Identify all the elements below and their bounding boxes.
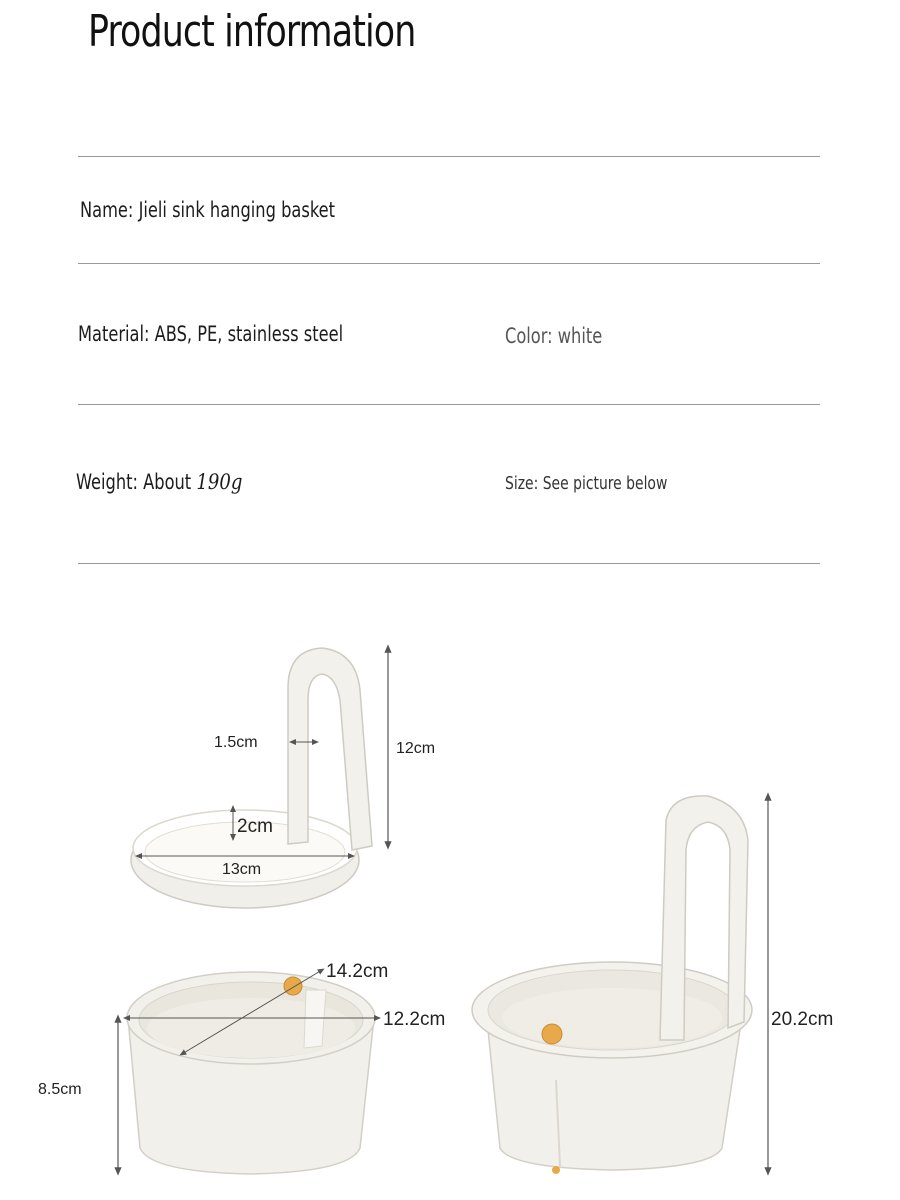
divider [78,156,820,157]
label-ring-height: 2cm [237,816,273,837]
label-bowl-outer: 14.2cm [326,961,389,982]
assembled-basket-illustration [472,796,752,1174]
label-bowl-height: 8.5cm [38,1081,82,1098]
label-total-height: 20.2cm [771,1009,834,1030]
label-bowl-inner: 12.2cm [383,1009,446,1030]
bowl-illustration [127,972,375,1174]
page-title: Product information [88,6,416,57]
label-handle-width: 1.5cm [214,734,258,751]
label-ring-diameter: 13cm [222,861,262,878]
divider [78,263,820,264]
product-name: Name: Jieli sink hanging basket [80,198,335,222]
weight-label: Weight: About [76,470,197,494]
divider [78,404,820,405]
product-size: Size: See picture below [505,473,668,494]
product-material: Material: ABS, PE, stainless steel [78,322,344,346]
divider [78,563,820,564]
label-handle-height: 12cm [396,740,436,757]
weight-value: 190g [196,470,243,494]
product-weight [76,470,242,494]
product-dimension-diagram [0,600,900,1200]
product-color: Color: white [505,324,603,348]
